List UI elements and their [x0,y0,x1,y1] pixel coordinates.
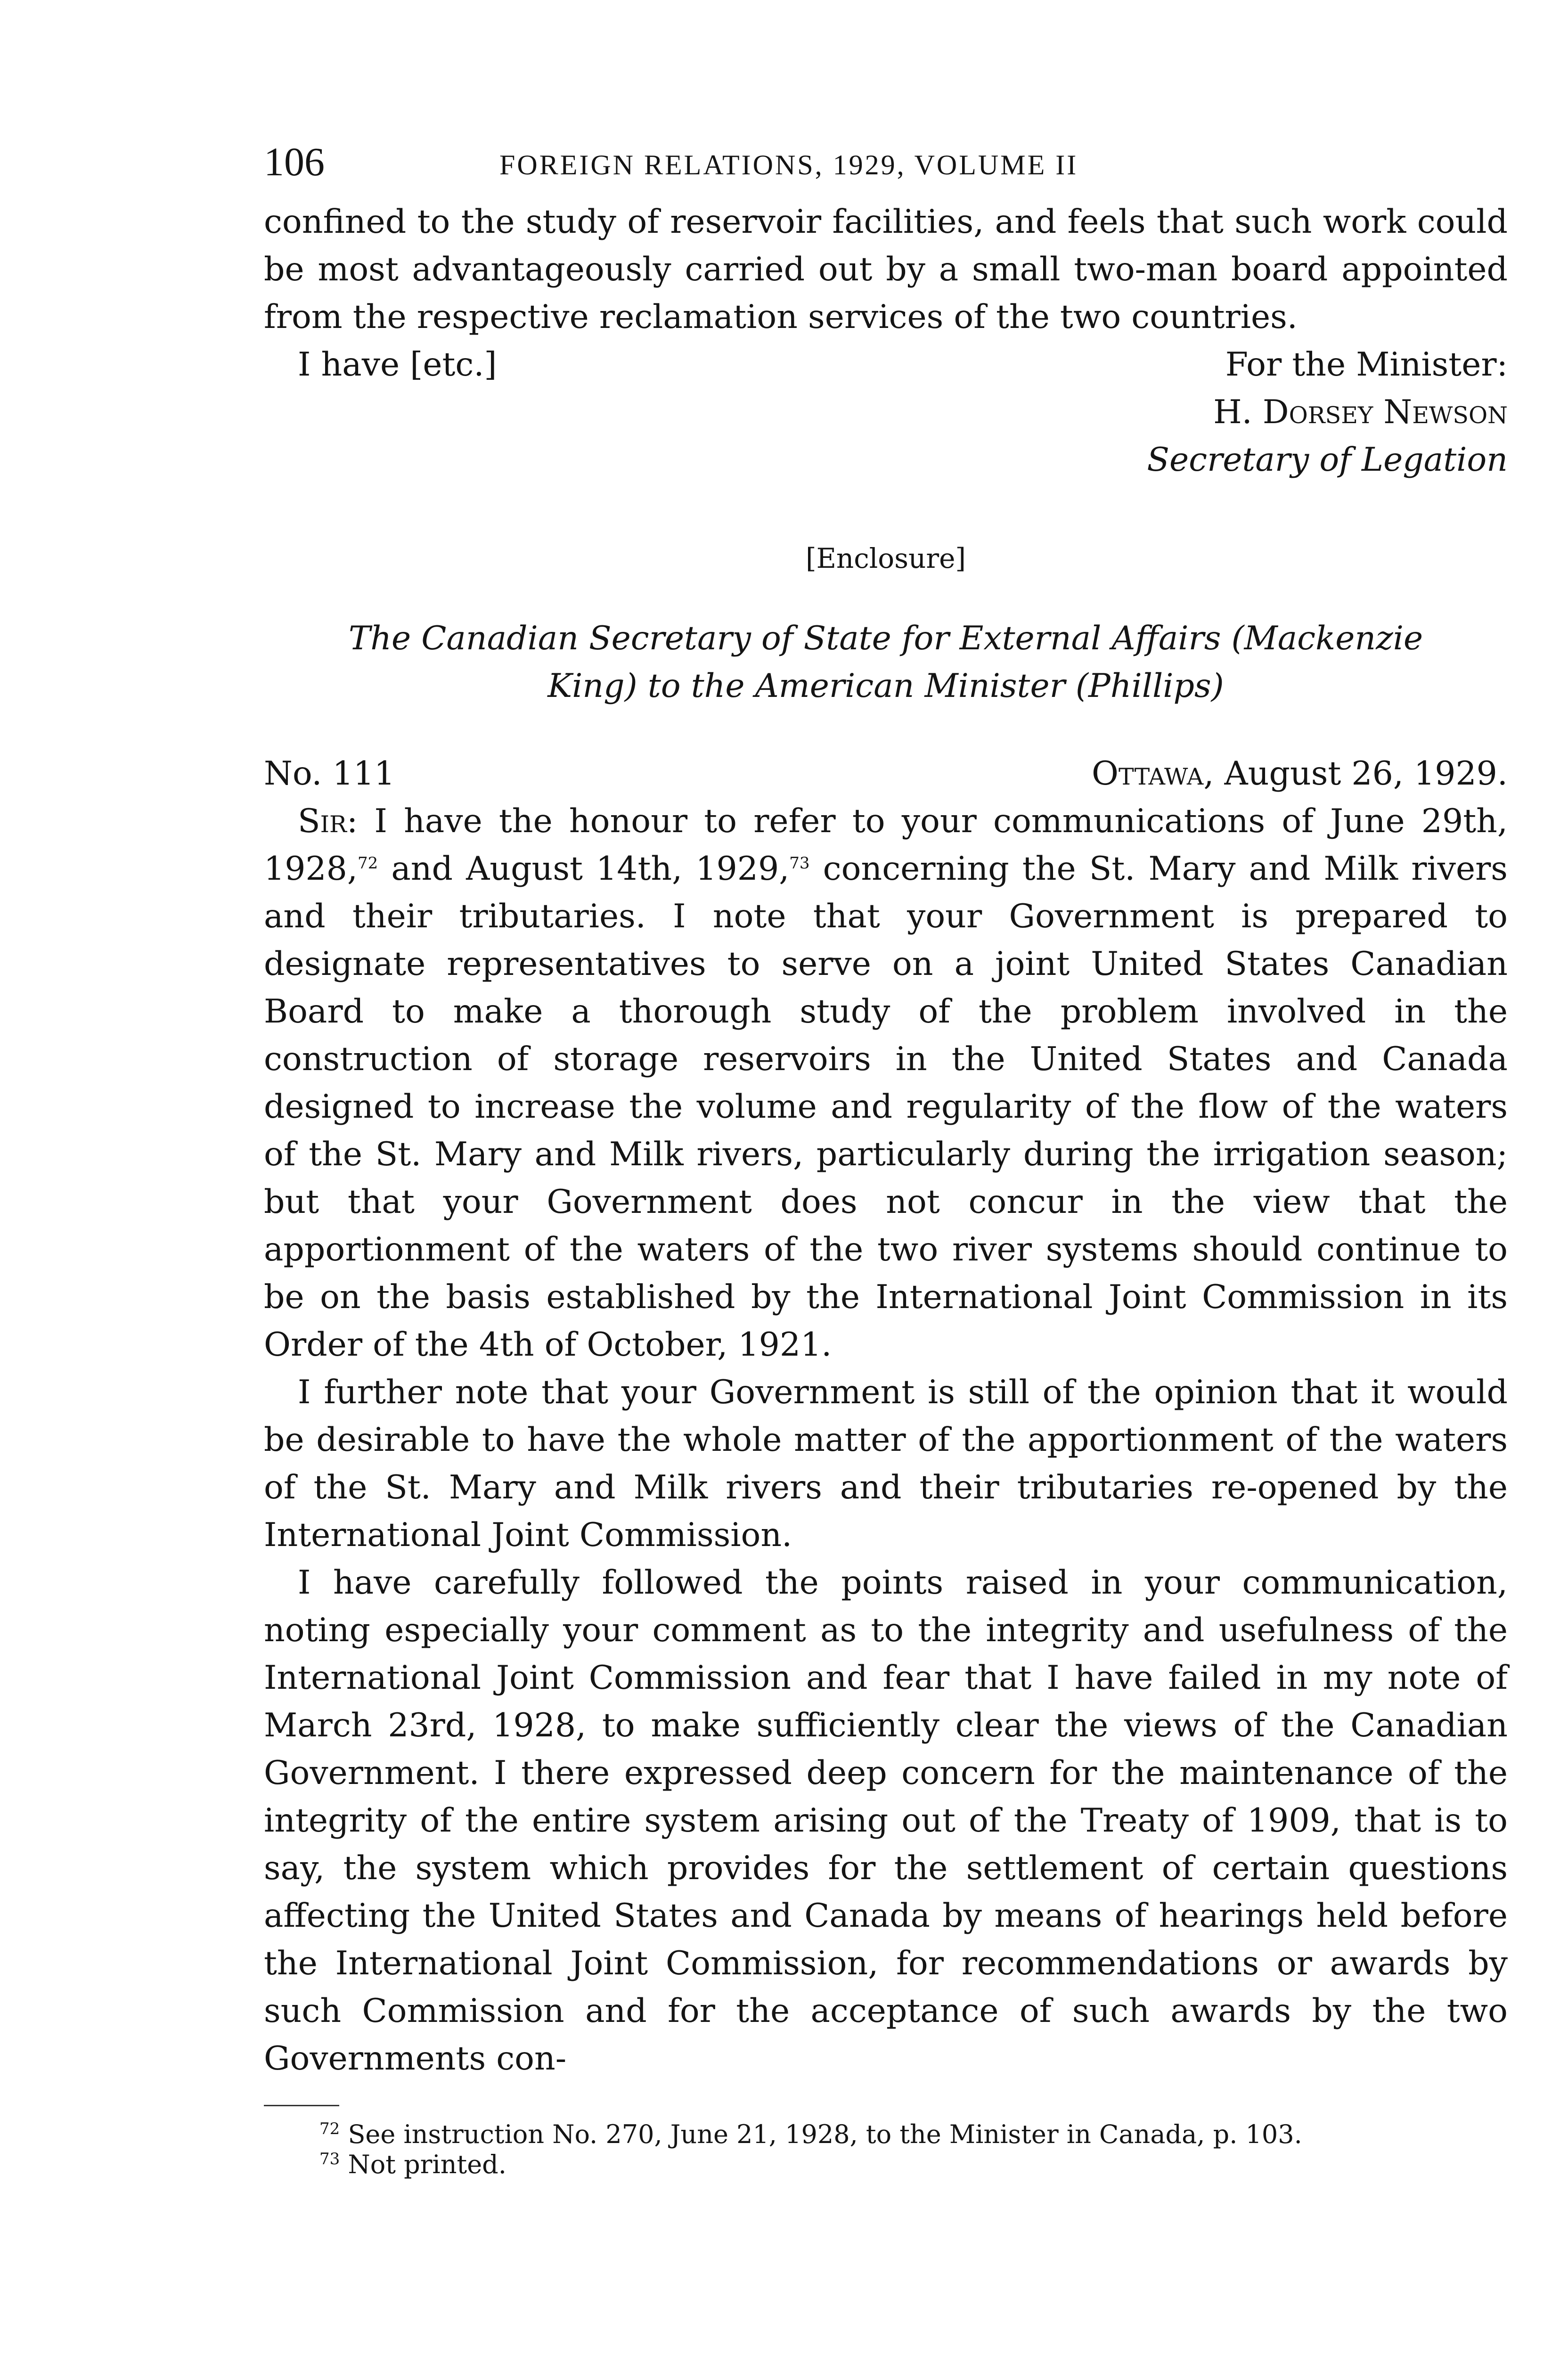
salutation: Sir [298,802,347,840]
footnote-text-73: Not printed. [348,2150,506,2179]
document-title [264,614,1508,710]
body-paragraph-1-part-3: concerning the St. Mary and Milk rivers and their tributaries. I note that your Government is prepared to designate representatives to serve on a joint United States Canadian Board to make a thorough study of the problem involved in the construction of storage reservoirs in the United States and Canada designed to increase the volume and regularity of the flow of the waters of the St. Mary and Milk rivers, particularly during the irrigation season; but that your Government does not concur in the view that the apportionment of the waters of the two river systems should continue to be on the basis established by the International Joint Commission in its Order of the 4th of October, 1921. [264,850,1508,1364]
signature-block [264,388,1508,483]
closing-signature-row [264,341,1508,388]
running-title: FOREIGN RELATIONS, 1929, VOLUME II [499,149,1078,180]
body-paragraph-2: I further note that your Government is still of the opinion that it would be desirable to have the whole matter of the apportionment of the waters of the St. Mary and Milk rivers and their tributaries re-opened by the International Joint Commission. [264,1373,1508,1554]
dateline-row [264,750,1508,797]
signature-title: Secretary of Legation [1147,441,1508,479]
page-number: 106 [264,139,325,184]
footnote-73 [319,2150,1508,2180]
date-text: , August 26, 1929. [1203,754,1508,793]
document-title-line-1: The Canadian Secretary of State for External Affairs (Mackenzie [348,619,1423,657]
body-paragraph-1 [264,797,1508,1368]
footnote-text-72: See instruction No. 270, June 21, 1928, to the Minister in Canada, p. 103. [348,2119,1302,2149]
footnote-ref-73: 73 [789,853,810,873]
footnote-mark-72: 72 [319,2119,340,2138]
footnote-72 [319,2119,1508,2150]
document-page [264,141,1508,2180]
footnotes [264,2119,1508,2180]
opening-paragraph: confined to the study of reservoir facilities, and feels that such work could be most advantageously carried out by a small two-man board appointed from the respective reclamation services of the two countries. [264,203,1508,336]
document-number: No. 111 [264,754,395,793]
dateline [1092,750,1508,797]
footnote-rule [264,2105,339,2106]
footnote-mark-73: 73 [319,2150,340,2168]
footnote-ref-72: 72 [357,853,378,873]
body-paragraph-3: I have carefully followed the points raised in your communication, noting especially your comment as to the integrity and usefulness of the International Joint Commission and fear that I have failed in my note of March 23rd, 1928, to make sufficiently clear the views of the Canadian Government. I there expressed deep concern for the maintenance of the integrity of the entire system arising out of the Treaty of 1909, that is to say, the system which provides for the settlement of certain questions affecting the United States and Canada by means of hearings held before the International Joint Commission, for recommendations or awards by such Commission and for the acceptance of such awards by the two Governments con- [264,1563,1508,2078]
signature-for-line: For the Minister: [1225,345,1508,384]
document-title-line-2: King) to the American Minister (Phillips) [547,667,1224,705]
closing-line: I have [etc.] [298,345,497,384]
signature-name: H. Dorsey Newson [1213,393,1508,431]
place-name: Ottawa [1092,754,1204,793]
body-paragraph-1-part-1: : I have the honour to refer to your communications of June 29th, 1928, [264,802,1508,888]
running-head [264,141,1508,198]
enclosure-label: [Enclosure] [805,542,966,574]
body-paragraph-1-part-2: and August 14th, 1929, [378,850,790,888]
